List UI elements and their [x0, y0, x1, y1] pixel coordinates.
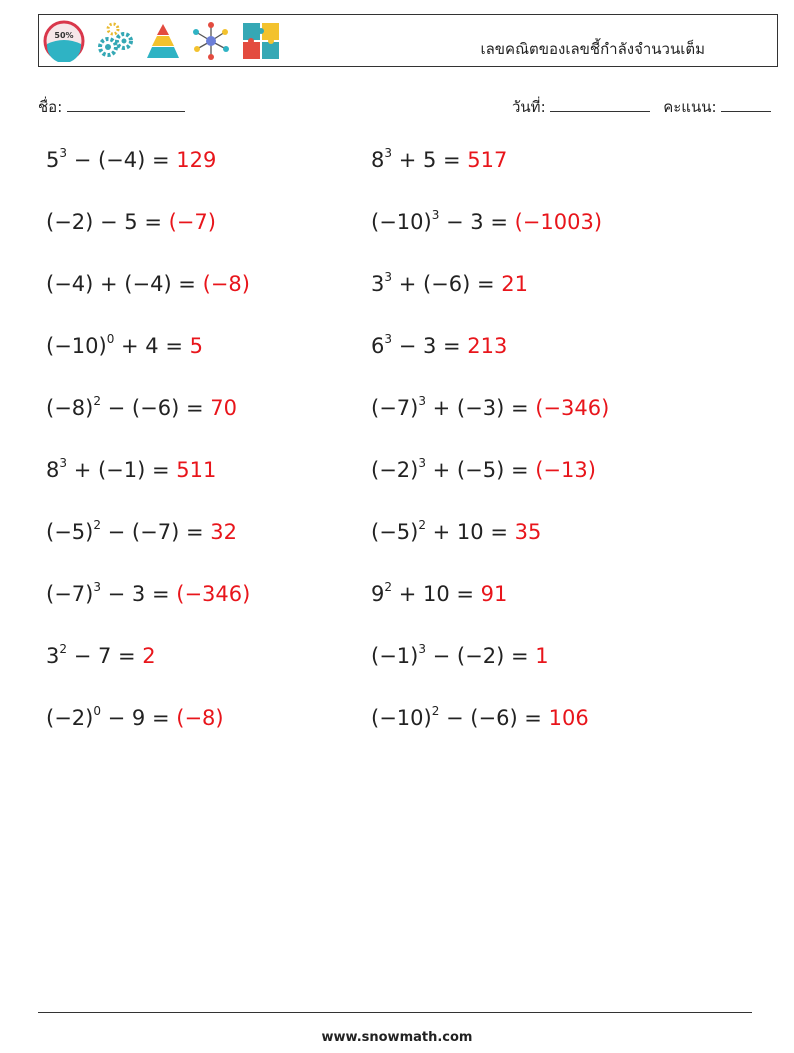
problem-base: 9: [371, 582, 385, 606]
name-label: ชื่อ:: [38, 98, 63, 116]
problem-base: 3: [46, 644, 60, 668]
problem-expression: + (−4) =: [93, 272, 203, 296]
percent-circle-icon: [43, 20, 85, 62]
problem-answer: (−7): [168, 210, 216, 234]
problem-answer: 21: [501, 272, 528, 296]
problem-expression: − 7 =: [67, 644, 143, 668]
problem-expression: − (−2) =: [425, 644, 536, 668]
problem-expression: − (−6) =: [100, 396, 211, 420]
score-label: คะแนน:: [663, 98, 717, 116]
problem-base: 5: [46, 148, 60, 172]
problem-expression: + 10 =: [392, 582, 481, 606]
footer-url: www.snowmath.com: [321, 1030, 473, 1045]
problem-expression: + 10 =: [425, 520, 515, 544]
problem-item: [46, 396, 237, 420]
problem-answer: 106: [548, 706, 589, 730]
problem-base: (−5): [46, 520, 94, 544]
problem-base: 8: [46, 458, 60, 482]
problem-exponent: 3: [418, 394, 426, 408]
problem-base: (−2): [371, 458, 419, 482]
problem-base: 8: [371, 148, 385, 172]
problem-item: [46, 644, 156, 668]
problem-item: [371, 210, 602, 234]
problem-base: (−1): [371, 644, 419, 668]
problem-answer: 213: [467, 334, 508, 358]
worksheet-header: [38, 14, 778, 67]
problem-exponent: 3: [418, 456, 426, 470]
problem-answer: 32: [210, 520, 237, 544]
pyramid-icon: [145, 21, 181, 61]
problem-base: (−2): [46, 706, 94, 730]
problem-expression: + 5 =: [392, 148, 468, 172]
problem-item: [371, 272, 528, 296]
problem-answer: 35: [514, 520, 542, 544]
date-blank[interactable]: [550, 97, 650, 112]
name-blank[interactable]: [67, 97, 185, 112]
problem-item: [371, 148, 507, 172]
footer-divider: [38, 1012, 752, 1013]
problem-expression: − 5 =: [93, 210, 169, 234]
problem-exponent: 3: [59, 146, 68, 160]
problem-expression: − 3 =: [100, 582, 177, 606]
problem-base: (−2): [46, 210, 94, 234]
problem-base: (−10): [371, 706, 432, 730]
svg-text:50%: 50%: [54, 31, 74, 40]
problem-exponent: 3: [431, 208, 440, 222]
problem-exponent: 0: [93, 704, 101, 718]
problem-answer: (−13): [535, 458, 596, 482]
problem-item: [371, 458, 596, 482]
problem-base: (−4): [46, 272, 94, 296]
problem-answer: (−1003): [514, 210, 603, 234]
date-label: วันที่:: [512, 98, 546, 116]
date-score-field: [512, 95, 771, 119]
problem-base: (−10): [371, 210, 432, 234]
problem-answer: 511: [176, 458, 217, 482]
name-field: [38, 95, 185, 119]
problem-answer: (−346): [535, 396, 610, 420]
problem-answer: 1: [535, 644, 549, 668]
problem-expression: + (−5) =: [425, 458, 536, 482]
problem-item: [46, 334, 203, 358]
problem-answer: (−8): [202, 272, 250, 296]
problem-expression: − 3 =: [439, 210, 515, 234]
problem-exponent: 3: [418, 642, 426, 656]
problem-item: [371, 520, 541, 544]
problem-expression: − 9 =: [100, 706, 177, 730]
problem-expression: + (−3) =: [425, 396, 536, 420]
problem-item: [46, 148, 216, 172]
puzzle-icon: [241, 21, 281, 61]
problem-exponent: 2: [384, 580, 393, 594]
problem-expression: − (−7) =: [100, 520, 211, 544]
problem-expression: − (−6) =: [439, 706, 549, 730]
problem-base: (−7): [46, 582, 94, 606]
problem-exponent: 0: [106, 332, 115, 346]
problem-expression: − 3 =: [392, 334, 468, 358]
problem-exponent: 3: [59, 456, 68, 470]
problem-item: [46, 272, 250, 296]
problem-item: [46, 706, 224, 730]
problem-exponent: 2: [431, 704, 440, 718]
problem-answer: 2: [142, 644, 156, 668]
icon-strip: [43, 19, 281, 63]
problem-answer: 517: [467, 148, 508, 172]
problem-exponent: 2: [93, 394, 101, 408]
problem-item: [371, 582, 507, 606]
problem-expression: + 4 =: [114, 334, 190, 358]
problem-answer: 129: [176, 148, 217, 172]
problem-item: [371, 706, 589, 730]
problem-item: [46, 210, 216, 234]
problem-base: (−5): [371, 520, 419, 544]
problem-base: (−10): [46, 334, 107, 358]
problem-exponent: 3: [384, 146, 393, 160]
network-icon: [191, 21, 231, 61]
problem-item: [46, 582, 250, 606]
problem-expression: + (−1) =: [67, 458, 177, 482]
problem-answer: 91: [480, 582, 508, 606]
problem-item: [371, 396, 609, 420]
problem-item: [371, 334, 507, 358]
problem-expression: + (−6) =: [392, 272, 502, 296]
problem-item: [46, 520, 237, 544]
worksheet-title: เลขคณิตของเลขชี้กำลังจำนวนเต็ม: [480, 40, 705, 58]
problem-item: [371, 644, 549, 668]
problem-exponent: 2: [93, 518, 101, 532]
problem-exponent: 3: [384, 332, 393, 346]
problem-answer: 70: [210, 396, 237, 420]
problem-exponent: 3: [384, 270, 393, 284]
problem-exponent: 2: [418, 518, 426, 532]
problem-expression: − (−4) =: [67, 148, 177, 172]
problem-exponent: 2: [59, 642, 68, 656]
gears-icon: [95, 21, 135, 61]
problem-base: 6: [371, 334, 385, 358]
problem-base: (−8): [46, 396, 94, 420]
problem-answer: 5: [189, 334, 203, 358]
problem-answer: (−346): [176, 582, 251, 606]
problem-answer: (−8): [176, 706, 224, 730]
problem-item: [46, 458, 216, 482]
problem-base: 3: [371, 272, 385, 296]
score-blank[interactable]: [721, 97, 771, 112]
problem-base: (−7): [371, 396, 419, 420]
problem-exponent: 3: [93, 580, 101, 594]
